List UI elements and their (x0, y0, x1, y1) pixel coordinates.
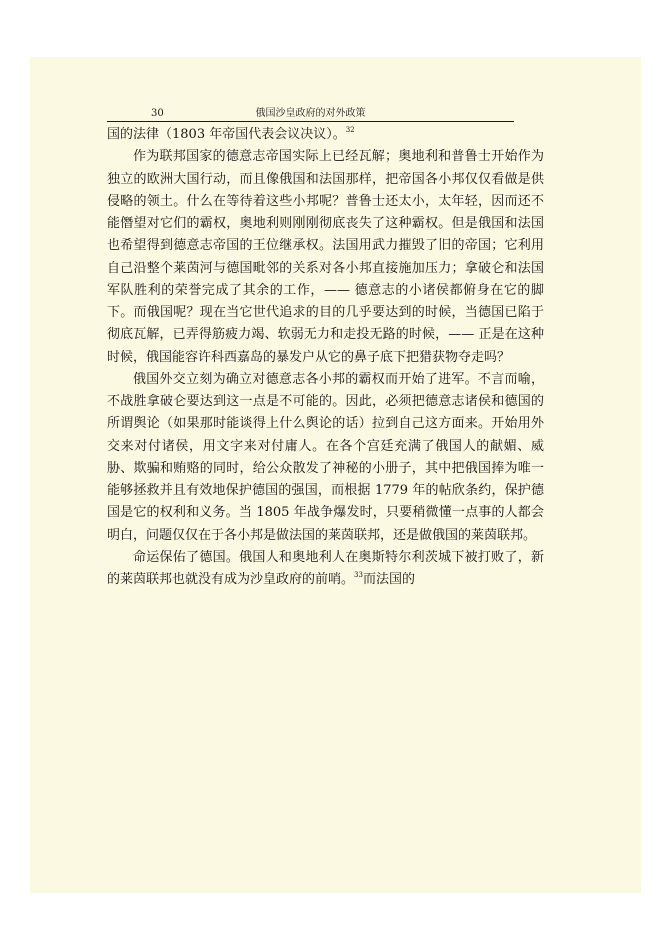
paragraph-1 (107, 124, 544, 146)
paragraph-3 (107, 369, 544, 547)
footnote-ref-33: 33 (354, 571, 363, 579)
paragraph-4-text: 命运保佑了德国。俄国人和奥地利人在奥斯特尔利茨城下被打败了，新的莱茵联邦也就没有成为沙皇政府的前哨。 (107, 549, 544, 587)
running-title: 俄国沙皇政府的对外政策 (255, 108, 366, 119)
page-number: 30 (151, 108, 164, 119)
body-text (107, 124, 544, 591)
paragraph-1-text: 国的法律（1803 年帝国代表会议决议）。 (107, 127, 346, 142)
paragraph-2 (107, 146, 544, 369)
paragraph-4 (107, 547, 544, 592)
paragraph-3-text: 俄国外交立刻为确立对德意志各小邦的霸权而开始了进军。不言而喻，不战胜拿破仑要达到这一点是不可能的。因此，必须把德意志诸侯和德国的所谓舆论（如果那时能谈得上什么舆论的话）拉到自己这方面来。开始用外交来对付诸侯，用文字来对付庸人。在各个宫廷充满了俄国人的献媚、威胁、欺骗和贿赂的同时，给公众散发了神秘的小册子，其中把俄国捧为唯一能够拯救并且有效地保护德国的强国，而根据 1779 年的帖欣条约，保护德国是它的权利和义务。当 1805 年战争爆发时，只要稍微懂一点事的人都会明白，问题仅仅在于各小邦是做法国的莱茵联邦，还是做俄国的莱茵联邦。 (107, 371, 544, 543)
paragraph-2-text: 作为联邦国家的德意志帝国实际上已经瓦解；奥地利和普鲁士开始作为独立的欧洲大国行动，而且像俄国和法国那样，把帝国各小邦仅仅看做是供侵略的领土。什么在等待着这些小邦呢？普鲁士还太小，太年轻，因而还不能僭望对它们的霸权，奥地利则刚刚彻底丧失了这种霸权。但是俄国和法国也希望得到德意志帝国的王位继承权。法国用武力摧毁了旧的帝国；它利用自己沿整个莱茵河与德国毗邻的关系对各小邦直接施加压力；拿破仑和法国军队胜利的荣誉完成了其余的工作，—— 德意志的小诸侯都俯身在它的脚下。而俄国呢？现在当它世代追求的目的几乎要达到的时候，当德国已陷于彻底瓦解，已弄得筋疲力竭、软弱无力和走投无路的时候，—— 正是在这种时候，俄国能容许科西嘉岛的暴发户从它的鼻子底下把猎获物夺走吗？ (107, 149, 544, 365)
paragraph-4-tail: 而法国的 (362, 572, 415, 587)
footnote-ref-32: 32 (345, 126, 355, 134)
running-head (107, 105, 514, 122)
